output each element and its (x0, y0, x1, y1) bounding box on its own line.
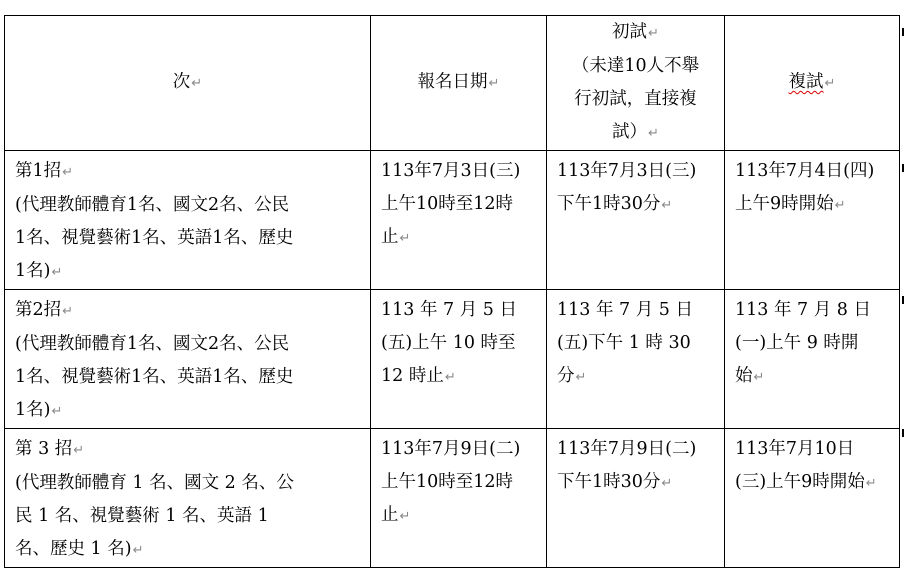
paragraph-mark-icon: ↵ (399, 231, 411, 246)
paragraph-mark-icon: ↵ (648, 26, 659, 41)
second-exam-cell (725, 290, 900, 429)
paragraph-mark-icon: ↵ (753, 370, 765, 385)
registration-text: 上午10時至12時 (381, 472, 514, 492)
registration-cell (371, 151, 547, 290)
paragraph-mark-icon: ↵ (824, 76, 836, 91)
registration-text: (五)上午 10 時至 (381, 333, 516, 353)
table-row (5, 151, 900, 290)
item-cell (5, 429, 371, 568)
row-end-marker (902, 429, 904, 437)
first-exam-text: 下午1時30分 (557, 194, 661, 214)
paragraph-mark-icon: ↵ (488, 76, 500, 91)
paragraph-mark-icon: ↵ (648, 126, 659, 141)
paragraph-mark-icon: ↵ (865, 476, 877, 491)
round-detail: (代理教師體育1名、國文2名、公民 (15, 334, 290, 354)
paragraph-mark-icon: ↵ (834, 198, 846, 213)
item-cell (5, 151, 371, 290)
second-exam-text: 上午9時開始 (735, 194, 834, 214)
header-second-exam-label: 複試 (788, 72, 824, 92)
header-registration-label: 報名日期 (417, 72, 488, 92)
first-exam-text: 113年7月3日(三) (557, 161, 697, 181)
registration-text: 113 年 7 月 5 日 (381, 300, 517, 320)
round-detail: 民 1 名、視覺藝術 1 名、英語 1 (15, 506, 269, 526)
row-end-marker (902, 28, 904, 36)
first-exam-cell (547, 151, 725, 290)
table-row (5, 429, 900, 568)
registration-cell (371, 290, 547, 429)
registration-text: 12 時止 (381, 366, 444, 386)
header-first-exam-label: 初試 (612, 22, 648, 42)
registration-cell (371, 429, 547, 568)
header-cell-second-exam (725, 16, 900, 151)
first-exam-cell (547, 290, 725, 429)
header-row (5, 16, 900, 151)
paragraph-mark-icon: ↵ (191, 76, 203, 91)
paragraph-mark-icon: ↵ (575, 370, 587, 385)
round-detail: 1名、視覺藝術1名、英語1名、歷史 (15, 228, 294, 248)
first-exam-cell (547, 429, 725, 568)
header-first-exam-note: （未達10人不舉 (571, 56, 700, 76)
first-exam-text: 113 年 7 月 5 日 (557, 300, 693, 320)
paragraph-mark-icon: ↵ (661, 198, 673, 213)
round-detail: (代理教師體育 1 名、國文 2 名、公 (15, 473, 294, 493)
paragraph-mark-icon: ↵ (132, 543, 144, 558)
first-exam-text: 分 (557, 366, 575, 386)
paragraph-mark-icon: ↵ (661, 476, 673, 491)
row-end-marker (902, 296, 904, 304)
paragraph-mark-icon: ↵ (51, 404, 63, 419)
header-cell-registration (371, 16, 547, 151)
paragraph-mark-icon: ↵ (444, 370, 456, 385)
second-exam-text: (三)上午9時開始 (735, 472, 865, 492)
schedule-table (4, 15, 900, 568)
first-exam-text: (五)下午 1 時 30 (557, 333, 691, 353)
round-detail: (代理教師體育1名、國文2名、公民 (15, 195, 290, 215)
second-exam-text: (一)上午 9 時開 (735, 333, 859, 353)
header-first-exam-note: 試） (612, 122, 648, 142)
registration-text: 113年7月9日(二) (381, 439, 521, 459)
round-detail: 名、歷史 1 名) (15, 539, 132, 559)
header-cell-item (5, 16, 371, 151)
paragraph-mark-icon: ↵ (73, 443, 85, 458)
second-exam-text: 113年7月4日(四) (735, 161, 875, 181)
paragraph-mark-icon: ↵ (62, 165, 74, 180)
registration-text: 止 (381, 227, 399, 247)
item-cell (5, 290, 371, 429)
header-item-label: 次 (172, 72, 191, 92)
round-title: 第1招 (15, 161, 62, 181)
round-detail: 1名) (15, 261, 51, 281)
second-exam-cell (725, 151, 900, 290)
header-cell-first-exam (547, 16, 725, 151)
second-exam-text: 113 年 7 月 8 日 (735, 300, 871, 320)
round-detail: 1名) (15, 400, 51, 420)
round-title: 第2招 (15, 300, 62, 320)
paragraph-mark-icon: ↵ (51, 265, 63, 280)
first-exam-text: 下午1時30分 (557, 472, 661, 492)
round-title: 第 3 招 (15, 439, 73, 459)
first-exam-text: 113年7月9日(二) (557, 439, 697, 459)
row-end-marker (902, 164, 904, 172)
registration-text: 止 (381, 505, 399, 525)
paragraph-mark-icon: ↵ (62, 304, 74, 319)
registration-text: 113年7月3日(三) (381, 161, 521, 181)
second-exam-text: 始 (735, 366, 753, 386)
table-row (5, 290, 900, 429)
registration-text: 上午10時至12時 (381, 194, 514, 214)
header-first-exam-note: 行初試，直接複 (574, 89, 697, 109)
second-exam-cell (725, 429, 900, 568)
paragraph-mark-icon: ↵ (399, 509, 411, 524)
second-exam-text: 113年7月10日 (735, 439, 855, 459)
round-detail: 1名、視覺藝術1名、英語1名、歷史 (15, 367, 294, 387)
